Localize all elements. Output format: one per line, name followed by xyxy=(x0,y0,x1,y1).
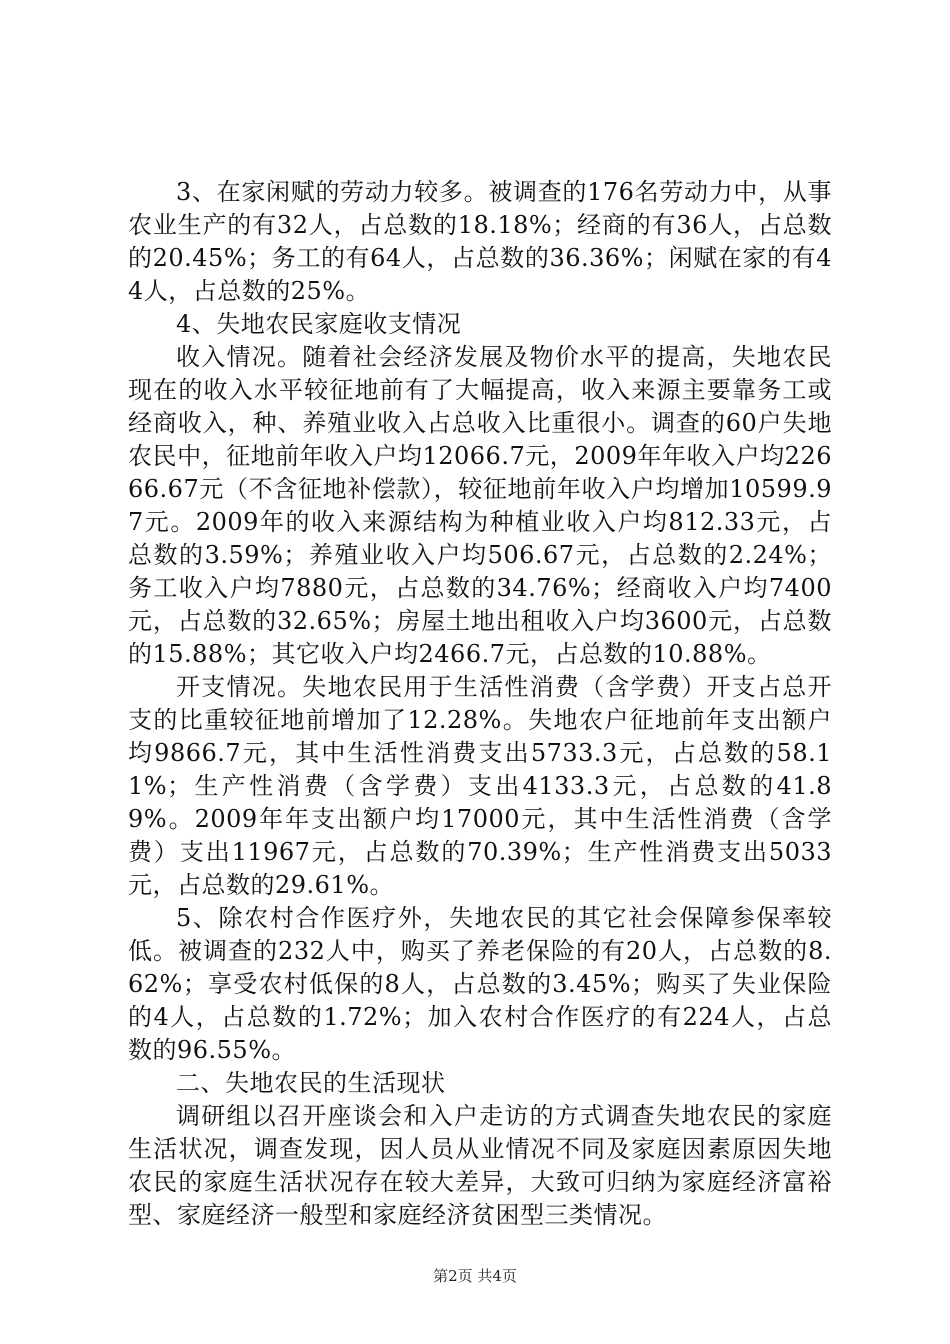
paragraph-income: 收入情况。随着社会经济发展及物价水平的提高，失地农民现在的收入水平较征地前有了大幅提高，收入来源主要靠务工或经商收入，种、养殖业收入占总收入比重很小。调查的60户失地农民中，征地前年收入户均12066.7元，2009年年收入户均22666.67元（不含征地补偿款），较征地前年收入户均增加10599.97元。2009年的收入来源结构为种植业收入户均812.33元，占总数的3.59%；养殖业收入户均506.67元，占总数的2.24%；务工收入户均7880元，占总数的34.76%；经商收入户均7400元，占总数的32.65%；房屋土地出租收入户均3600元，占总数的15.88%；其它收入户均2466.7元，占总数的10.88%。 xyxy=(128,343,832,668)
page-footer: 第2页 共4页 xyxy=(433,1267,517,1285)
section-heading-income-expense: 4、失地农民家庭收支情况 xyxy=(176,310,462,338)
document-body xyxy=(128,176,832,1232)
paragraph-social-security: 5、除农村合作医疗外，失地农民的其它社会保障参保率较低。被调查的232人中，购买了养老保险的有20人，占总数的8.62%；享受农村低保的8人，占总数的3.45%；购买了失业保险的4人，占总数的1.72%；加入农村合作医疗的有224人，占总数的96.55%。 xyxy=(128,904,832,1064)
section-heading-living-status: 二、失地农民的生活现状 xyxy=(176,1069,446,1097)
paragraph-expense: 开支情况。失地农民用于生活性消费（含学费）开支占总开支的比重较征地前增加了12.28%。失地农户征地前年支出额户均9866.7元，其中生活性消费支出5733.3元，占总数的58.11%；生产性消费（含学费）支出4133.3元，占总数的41.89%。2009年年支出额户均17000元，其中生活性消费（含学费）支出11967元，占总数的70.39%；生产性消费支出5033元，占总数的29.61%。 xyxy=(128,673,832,899)
paragraph-survey-summary: 调研组以召开座谈会和入户走访的方式调查失地农民的家庭生活状况，调查发现，因人员从业情况不同及家庭因素原因失地农民的家庭生活状况存在较大差异，大致可归纳为家庭经济富裕型、家庭经济一般型和家庭经济贫困型三类情况。 xyxy=(128,1102,832,1229)
paragraph-idle-labor: 3、在家闲赋的劳动力较多。被调查的176名劳动力中，从事农业生产的有32人，占总数的18.18%；经商的有36人，占总数的20.45%；务工的有64人，占总数的36.36%；闲赋在家的有44人，占总数的25%。 xyxy=(128,178,832,305)
